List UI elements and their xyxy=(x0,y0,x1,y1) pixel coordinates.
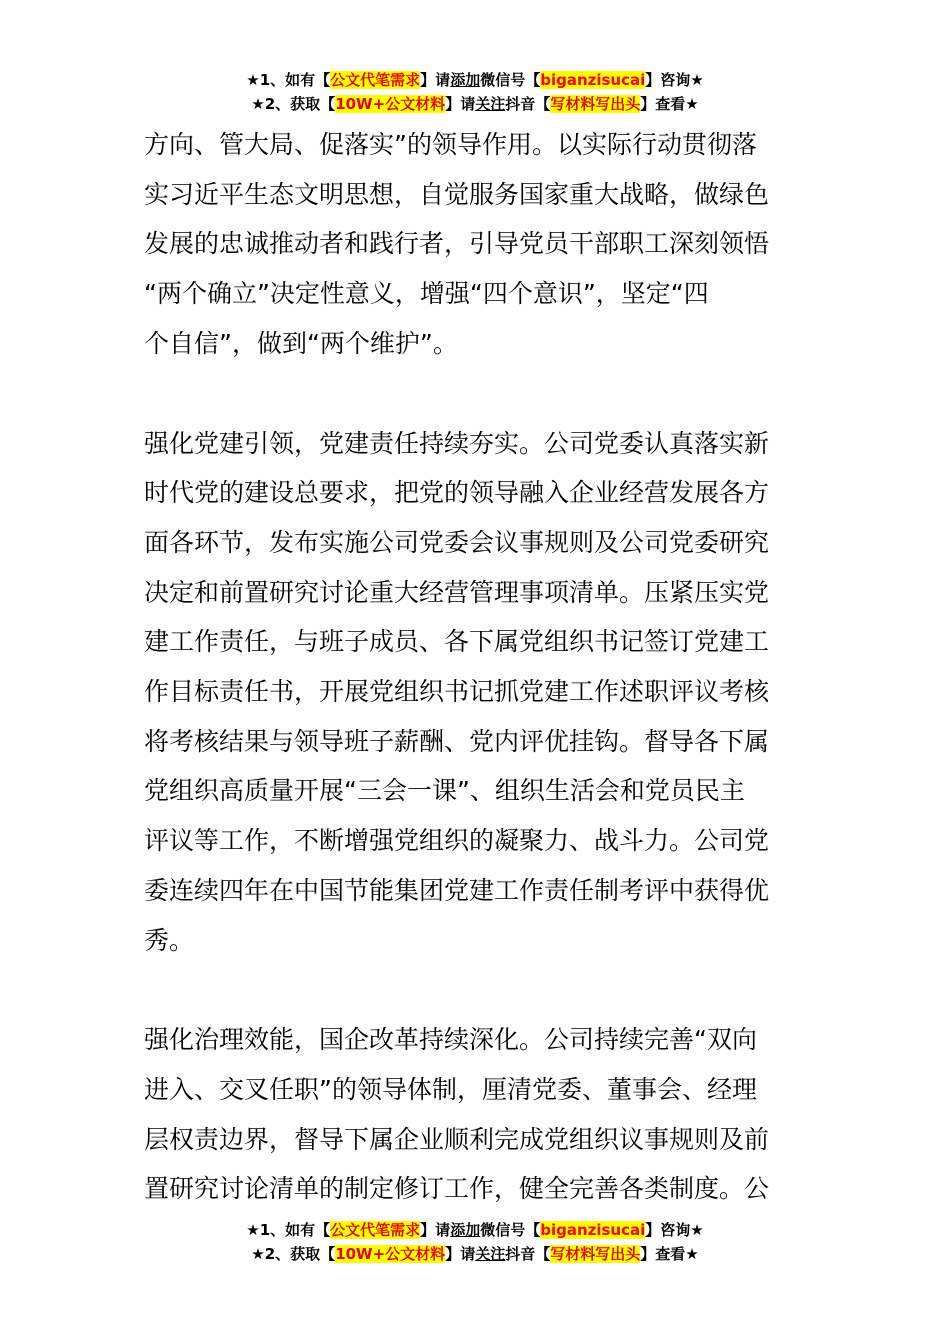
banner-highlight: 公文代笔需求 xyxy=(330,71,421,89)
paragraph-2: 强化党建引领，党建责任持续夯实。公司党委认真落实新 时代党的建设总要求，把党的领导融入企业经营发展各方 面各环节，发布实施公司党委会议事规则及公司党委研究 决定和前置研究讨论重大经营管理事项清单。压紧压实党 建工作责任，与班子成员、各下属党组织书记签订党建工 作目标责任书，开展党组织书记抓党建工作述职评议考核 将考核结果与领导班子薪酬、党内评优挂钩。督导各下属 党组织高质量开展“三会一课”、组织生活会和党员民主 评议等工作，不断增强党组织的凝聚力、战斗力。公司党 委连续四年在中国节能集团党建工作责任制考评中获得优 秀。 xyxy=(144,428,770,955)
banner-douyin-id: 写材料写出头 xyxy=(550,95,641,113)
banner-line-1: ★1、如有【公文代笔需求】请添加微信号【biganzisucai】咨询★ xyxy=(246,71,704,89)
paragraph-1: 方向、管大局、促落实”的领导作用。以实际行动贯彻落 实习近平生态文明思想，自觉服务国家重大战略，做绿色 发展的忠诚推动者和践行者，引导党员干部职工深刻领悟 “两个确立”决定性意义，增强“四个意识”，坚定“四 个自信”，做到“两个维护”。 xyxy=(144,130,770,358)
banner-highlight: 10W+公文材料 xyxy=(335,1245,446,1263)
banner-wechat-id: biganzisucai xyxy=(540,71,646,89)
banner-highlight: 公文代笔需求 xyxy=(330,1221,421,1239)
banner-wechat-id: biganzisucai xyxy=(540,1221,646,1239)
document-body xyxy=(144,120,806,1214)
paragraph-spacer xyxy=(144,965,806,1015)
paragraph-3: 强化治理效能，国企改革持续深化。公司持续完善“双向 进入、交叉任职”的领导体制，厘清党委、董事会、经理 层权责边界，督导下属企业顺利完成党组织议事规则及前 置研究讨论清单的制定修订工作，健全完善各类制度。公 xyxy=(144,1025,770,1204)
banner-highlight: 10W+公文材料 xyxy=(335,95,446,113)
banner-line-2: ★2、获取【10W+公文材料】请关注抖音【写材料写出头】查看★ xyxy=(251,95,699,113)
footer-banner xyxy=(0,1218,950,1266)
header-banner xyxy=(0,68,950,116)
banner-douyin-id: 写材料写出头 xyxy=(550,1245,641,1263)
paragraph-spacer xyxy=(144,369,806,419)
banner-line-2: ★2、获取【10W+公文材料】请关注抖音【写材料写出头】查看★ xyxy=(251,1245,699,1263)
banner-line-1: ★1、如有【公文代笔需求】请添加微信号【biganzisucai】咨询★ xyxy=(246,1221,704,1239)
